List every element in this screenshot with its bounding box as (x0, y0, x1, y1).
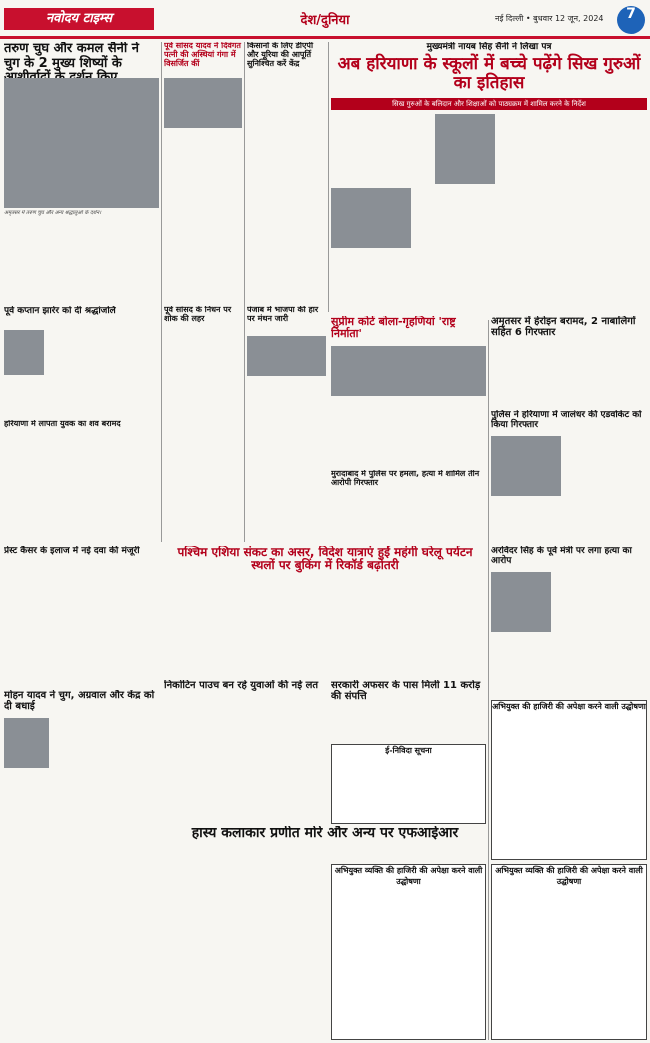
story-headline: मुरादाबाद में पुलिस पर हमला, हत्या में शामिल तीन आरोपी गिरफ्तार (331, 470, 480, 487)
story-headline: मोहन यादव ने चुग, अग्रवाल और केंद्र को दी बधाई (4, 690, 155, 713)
story (491, 546, 647, 696)
story-body (415, 188, 647, 312)
story (4, 690, 159, 810)
column-divider (161, 42, 162, 542)
story-body (164, 706, 326, 820)
story (4, 546, 159, 686)
story-headline: पूर्व सांसद के निधन पर शोक की लहर (164, 306, 232, 323)
story (247, 42, 326, 300)
story (331, 680, 486, 740)
column-divider (244, 42, 245, 542)
story-headline: सुप्रीम कोर्ट बोला-गृहणियां 'राष्ट्र निर्माता' (331, 316, 456, 341)
portrait-photo (491, 572, 551, 632)
story-headline: अब हरियाणा के स्कूलों में बच्चे पढ़ेंगे सिख गुरुओं का इतिहास (337, 54, 641, 94)
story-body (331, 492, 486, 540)
story-headline: अमृतसर में हेरोइन बरामद, 2 नाबालिगों सहित 6 गिरफ्तार (491, 316, 636, 339)
story-body (164, 580, 486, 676)
legal-notice (491, 700, 647, 860)
ad-title: अभियुक्त व्यक्ति की हाजिरी की अपेक्षा करने वाली उद्घोषणा (334, 866, 483, 886)
ad-body (336, 759, 481, 821)
story-body (555, 572, 647, 696)
story (491, 410, 647, 540)
story-body (4, 814, 159, 1041)
news-photo (435, 114, 495, 184)
story-body (331, 114, 431, 184)
story (4, 306, 159, 416)
story-body (491, 344, 647, 406)
story-body (53, 718, 159, 810)
story-subhead: सिख गुरुओं के बलिदान और शिक्षाओं को पाठ्यक्रम में शामिल करने के निर्देश (331, 98, 647, 110)
story-body (48, 330, 159, 416)
section-title: देश/दुनिया (300, 13, 350, 28)
column-divider (488, 320, 489, 1040)
story-body (331, 706, 486, 740)
story (4, 42, 159, 302)
story (4, 420, 159, 542)
story (331, 470, 486, 540)
ad-title: अभियुक्त की हाजिरी की अपेक्षा करने वाली उद्घोषणा (492, 702, 646, 711)
story-headline: निकोटिन पाउच बन रहे युवाओं की नई लत (164, 680, 319, 691)
story (164, 42, 242, 300)
newspaper-logo: नवोदय टाइम्स (4, 8, 154, 30)
story (164, 546, 486, 676)
story (164, 306, 242, 542)
story-headline: पश्चिम एशिया संकट का असर, विदेश यात्राएं हुईं महंगी घरेलू पर्यटन स्थलों पर बुकिंग में रिकॉर्ड बढ़ोतरी (177, 546, 473, 573)
news-photo (164, 78, 242, 128)
ad-title: ई-निविदा सूचना (385, 746, 432, 755)
photo-caption: अमृतसर में तरुण चुघ और अन्य श्रद्धालुओं के दर्शन। (4, 210, 102, 216)
column-divider (328, 42, 329, 312)
dateline: नई दिल्ली • बुधवार 12 जून, 2024 (495, 14, 604, 23)
story (164, 680, 326, 820)
ad-body (496, 891, 642, 1037)
story-headline: प्रेस्ट कैंसर के इलाज में नई दवा की मंजूरी (4, 546, 140, 556)
story-headline: किसानों के लिए डीएपी और यूरिया की आपूर्ति सुनिश्चित करें केंद्र (247, 42, 314, 68)
ad-title: अभियुक्त व्यक्ति की हाजिरी की अपेक्षा करने वाली उद्घोषणा (495, 866, 643, 886)
masthead-rule (0, 36, 650, 39)
news-photo (331, 346, 486, 396)
story-headline: सरकारी अफसर के पास मिली 11 करोड़ की संपत्ति (331, 680, 481, 703)
portrait-photo (4, 330, 44, 375)
ad-body (336, 891, 481, 1037)
story-body (4, 572, 159, 686)
story-kicker: मुख्यमंत्री नायब सिंह सैनी ने लिखा पत्र (426, 42, 552, 52)
story-headline: हरियाणा में लापता युवक का शव बरामद (4, 420, 121, 428)
masthead (0, 0, 650, 38)
ad-body (496, 727, 642, 857)
story-headline: पुलिस ने हरियाणा में जालंधर की एडवोकेट को किया गिरफ्तार (491, 410, 642, 431)
story-body (4, 222, 159, 302)
lead-story (331, 42, 647, 312)
news-photo (491, 436, 561, 496)
story (331, 316, 486, 466)
story-headline: पूर्व कप्तान झारेर को दी श्रद्धांजलि (4, 306, 116, 316)
news-photo (331, 188, 411, 248)
story-body (4, 434, 159, 542)
page-number: 7 (617, 6, 645, 34)
story-headline: पूर्व सांसद यादव ने दिवंगत पत्नी की अस्थियां गंगा में विसर्जित कीं (164, 42, 241, 68)
story-body (247, 82, 326, 300)
story-body (164, 336, 242, 542)
story-headline: तरुण चुघ और कमल सैनी ने चुग के 2 मुख्य शिष्यों के (4, 42, 139, 71)
legal-notice (331, 864, 486, 1040)
story-headline: हास्य कलाकार प्रणीत मोरे और अन्य पर एफआईआर (191, 826, 459, 841)
news-photo (247, 336, 326, 376)
tender-notice (331, 744, 486, 824)
news-photo (4, 78, 159, 208)
story-headline: पंजाब में भाजपा की हार पर मंथन जारी (247, 306, 319, 323)
story-body (565, 436, 647, 540)
story-body (331, 400, 486, 466)
portrait-photo (4, 718, 49, 768)
story-body (247, 380, 326, 542)
story-headline: अरविंदर सिंह के पूर्व मंत्री पर लगा हत्या का आरोप (491, 546, 632, 567)
story-body (499, 114, 647, 184)
story (491, 316, 647, 406)
story (247, 306, 326, 542)
legal-notice (491, 864, 647, 1040)
story-body (164, 134, 242, 300)
